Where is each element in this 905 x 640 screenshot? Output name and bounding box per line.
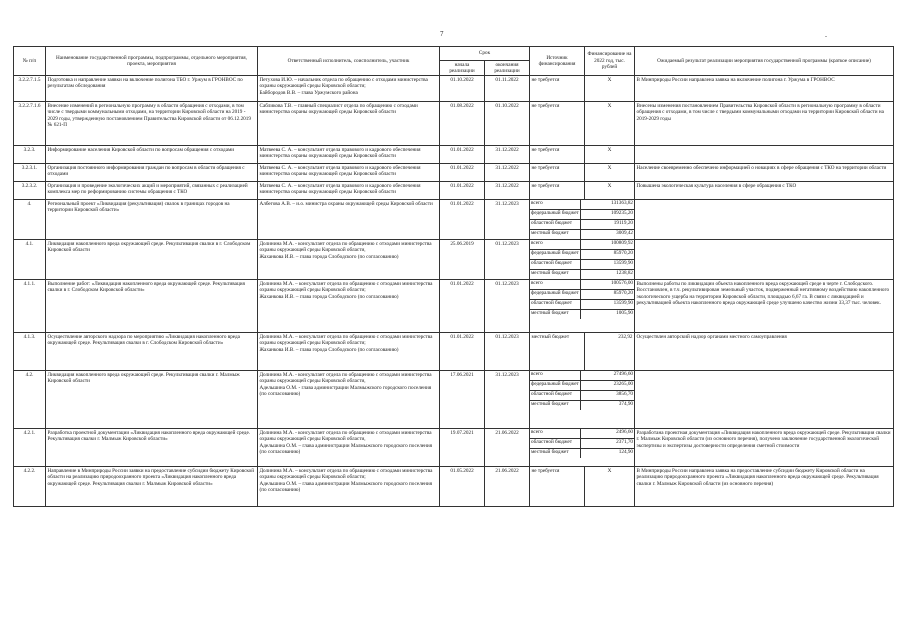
col-header-name: Наименование государственной программы, подпрограммы, отдельного мероприятия, проекта, мероприятия [46,47,258,76]
financing-line [530,371,634,381]
financing-amount: 3009,42 [616,230,634,237]
row-number: 4.1.1. [14,280,46,333]
responsible-person: Адельшина О.М. – глава администрации Малмыжского городского поселения (по согласованию) [259,480,433,494]
financing-amount: 124,90 [618,449,634,456]
financing-source: всего [530,200,580,210]
row-end-date: 21.06.2022 [485,467,530,507]
financing-line [530,220,634,230]
financing-amount: 13599,90 [580,260,634,270]
financing-breakdown [530,240,634,279]
row-name: Организация постоянного информирования граждан по вопросам в области обращения с отходами [46,164,258,182]
row-start-date: 01.01.2022 [440,280,485,333]
row-responsible [258,429,440,467]
row-finance: Х [585,467,635,507]
row-end-date: 31.12.2023 [485,200,530,240]
row-responsible [258,182,440,200]
financing-source: местный бюджет [530,310,580,320]
row-end-date: 21.06.2022 [485,429,530,467]
row-finance: Х [585,182,635,200]
row-financing [530,240,635,280]
row-finance: Х [585,76,635,102]
row-result: Выполнены работы по ликвидации объекта накопленного вреда окружающей среде в черте г. Слободского. Восстановлен, в т.ч. рекультивирован земельный участок, подверженный негативному воздействию накопленного экологического ущерба на территории Кировской области, площадью 6,67 га. В связи с ликвидацией и рекультивацией объекта накопленного вреда окружающей среде улучшено качество жизни 33,37 тыс. человек. [635,280,894,333]
row-responsible [258,280,440,333]
row-finance: Х [585,146,635,164]
row-name: Подготовка и направление заявки на включение полигона ТБО г. Уржум в ГРОНВОС по результатам обследования [46,76,258,102]
row-source: не требуется [530,146,585,164]
financing-line [530,280,634,290]
financing-line [530,260,634,270]
financing-amount: 23265,00 [580,381,634,391]
row-number: 4.1. [14,240,46,280]
row-name: Региональный проект «Ликвидация (рекультивация) свалок в границах городов на территории Кировской области» [46,200,258,240]
responsible-person: Адельшина О.М. – глава администрации Малмыжского городского поселения (по согласованию) [259,442,433,456]
row-name: Ликвидация накопленного вреда окружающей среде. Рекультивация свалки в г. Слободском Кировской области [46,240,258,280]
row-end-date: 01.10.2022 [485,102,530,146]
financing-source: местный бюджет [530,449,580,459]
financing-line [530,300,634,310]
row-number: 4.1.3. [14,333,46,371]
financing-amount: 100809,92 [580,240,634,250]
row-result [635,200,894,240]
row-source: не требуется [530,467,585,507]
table-row [14,371,894,429]
row-result [635,146,894,164]
row-responsible [258,467,440,507]
responsible-person: Сабликова Т.В. – главный специалист отдела по обращению с отходами министерства охраны окружающей среды Кировской области [259,102,418,116]
row-start-date: 01.08.2022 [440,102,485,146]
responsible-person: Албегова А.В. – и.о. министра охраны окружающей среды Кировской области [259,200,433,207]
responsible-person: Долинина М.А. - консультант отдела по обращению с отходами министерства охраны окружающей среды Кировской области, [259,240,432,254]
table-row [14,200,894,240]
financing-amount: 1005,90 [616,310,634,317]
responsible-person: Петухова И.Ю. – начальник отдела по обращению с отходами министерства охраны окружающей среды Кировской области; [259,76,428,90]
row-start-date: 01.01.2022 [440,182,485,200]
row-responsible [258,371,440,429]
row-responsible [258,146,440,164]
financing-amount: 100576,00 [580,280,634,290]
row-end-date: 31.12.2022 [485,146,530,164]
col-header-start: начала реализации [440,61,485,76]
financing-source: федеральный бюджет [530,290,580,300]
financing-line [530,290,634,300]
responsible-person: Байбородов В.В. – глава Уржумского района [259,89,358,96]
responsible-person: Жаханкова И.В. – глава города Слободского (по согласованию) [259,346,399,353]
financing-amount: 85970,20 [580,290,634,300]
row-result: Внесены изменения постановлением Правительства Кировской области в региональную программу в области обращения с отходами, в том числе с твердыми коммунальными отходами на территории Кировской области на 2019-2029 годы [635,102,894,146]
table-row [14,164,894,182]
row-name: Организация и проведение экологических акций и мероприятий, связанных с реализацией комплекса мер по реформированию системы обращения с ТКО [46,182,258,200]
table-row [14,102,894,146]
financing-line [530,381,634,391]
row-start-date: 01.01.2022 [440,333,485,371]
row-name: Ликвидация накопленного вреда окружающей среде. Рекультивация свалки г. Малмыж Кировской области [46,371,258,429]
financing-breakdown [530,280,634,319]
financing-source: областной бюджет [530,300,580,310]
row-end-date: 01.12.2023 [485,280,530,333]
row-number: 3.2.3.2. [14,182,46,200]
financing-amount: 85970,20 [580,250,634,260]
financing-line [530,250,634,260]
table-row [14,467,894,507]
financing-breakdown [530,200,634,239]
row-end-date: 01.12.2023 [485,333,530,371]
row-financing [530,371,635,429]
row-end-date: 31.12.2022 [485,182,530,200]
responsible-person: Долинина М.А. – консультант отдела по обращению с отходами министерства охраны окружающей среды Кировской области; [259,467,433,481]
row-source: не требуется [530,102,585,146]
table-row [14,182,894,200]
financing-line [530,200,634,210]
row-end-date: 01.12.2023 [485,240,530,280]
row-start-date: 17.06.2021 [440,371,485,429]
row-number: 4.2. [14,371,46,429]
financing-amount: 374,90 [618,401,634,408]
row-number: 3.2.3. [14,146,46,164]
row-result: В Минприроды России направлена заявка на предоставление субсидии бюджету Кировской области на реализацию природоохранного проекта «Ликвидация накопленного вреда окружающей среде. Рекультивация свалки г. Малмыж Кировской области (из основного перечня) [635,467,894,507]
financing-amount: 131363,82 [580,200,634,210]
row-number: 3.2.3.1. [14,164,46,182]
row-start-date: 01.01.2022 [440,146,485,164]
row-finance: Х [585,102,635,146]
financing-source: местный бюджет [530,270,580,280]
financing-line [530,401,634,411]
row-responsible [258,76,440,102]
financing-amount: 27496,60 [580,371,634,381]
col-header-finance: Финансирование на 2022 год, тыс. рублей [585,47,635,76]
financing-breakdown [530,371,634,410]
row-end-date: 31.12.2022 [485,164,530,182]
row-source: не требуется [530,182,585,200]
row-financing [530,200,635,240]
row-result: Осуществлен авторский надзор органами местного самоуправления [635,333,894,371]
row-result: Разработана проектная документация «Ликвидация накопленного вреда окружающей среде. Рекультивация свалки г. Малмыж Кировской области (из основного перечня), получено заключение государственной экологической экспертизы и экспертизы достоверности определения сметной стоимости [635,429,894,467]
financing-source: федеральный бюджет [530,381,580,391]
financing-line [530,210,634,220]
table-row [14,333,894,371]
responsible-person: Долинина М.А. – консультант отдела по обращению с отходами министерства охраны окружающей среды Кировской области; [259,280,433,294]
row-name: Осуществление авторского надзора по мероприятию «Ликвидация накопленного вреда окружающей среде. Рекультивация свалки в г. Слободском Кировской области» [46,333,258,371]
responsible-person: Матвеева С. А. – консультант отдела правового и кадрового обеспечения министерства охраны окружающей среды Кировской области [259,164,421,178]
responsible-person: Долинина М.А. - консультант отдела по обращению с отходами министерства охраны окружающей среды Кировской области, [259,429,432,443]
row-financing [530,280,635,333]
row-name: Информирование населения Кировской области по вопросам обращения с отходами [46,146,258,164]
financing-line [530,429,634,439]
financing-line [530,310,634,320]
row-finance: Х [585,164,635,182]
page-number: 7 [440,30,444,38]
financing-line [530,230,634,240]
financing-source: областной бюджет [530,439,580,449]
row-start-date: 25.06.2019 [440,240,485,280]
program-table [13,46,894,507]
row-responsible [258,102,440,146]
table-row [14,76,894,102]
row-responsible [258,164,440,182]
financing-source: всего [530,429,580,439]
responsible-person: Долинина М.А. - консультант отдела по обращению с отходами министерства охраны окружающей среды Кировской области, [259,371,432,385]
responsible-person: Жаханкова И.В. – глава города Слободского (по согласованию) [259,293,399,300]
row-result [635,240,894,280]
row-source: местный бюджет [530,333,585,371]
row-start-date: 19.07.2021 [440,429,485,467]
row-number: 4. [14,200,46,240]
row-result: В Минприроды России направлена заявка на включение полигона г. Уржума в ГРОНВОС [635,76,894,102]
financing-source: местный бюджет [530,230,580,240]
financing-amount: 2496,60 [580,429,634,439]
table-row [14,280,894,333]
financing-source: областной бюджет [530,260,580,270]
financing-source: местный бюджет [530,401,580,411]
row-start-date: 01.10.2022 [440,76,485,102]
table-row [14,429,894,467]
row-name: Направление в Минприроды России заявки на предоставление субсидии бюджету Кировской области на реализацию природоохранного проекта «Ликвидация накопленного вреда окружающей среде. Рекультивация свалки г. Малмыж Кировской области» [46,467,258,507]
financing-amount: 19119,20 [580,220,634,230]
row-responsible [258,240,440,280]
table-row [14,240,894,280]
row-responsible [258,333,440,371]
row-number: 3.2.2.7.1.5 [14,76,46,102]
responsible-person: Жаханкова И.В. – глава города Слободского (по согласованию) [259,253,399,260]
row-start-date: 01.01.2022 [440,164,485,182]
financing-source: всего [530,371,580,381]
financing-source: всего [530,240,580,250]
financing-breakdown [530,429,634,458]
financing-source: федеральный бюджет [530,250,580,260]
financing-source: областной бюджет [530,220,580,230]
col-header-num: № п/п [14,47,46,76]
row-financing [530,429,635,467]
financing-amount: 109235,20 [580,210,634,220]
row-end-date: 01.11.2022 [485,76,530,102]
row-source: не требуется [530,164,585,182]
responsible-person: Долинина М.А. – консультант отдела по обращению с отходами министерства охраны окружающей среды Кировской области; [259,333,433,347]
corner-mark: - [825,34,827,40]
financing-source: областной бюджет [530,391,580,401]
row-number: 4.2.2. [14,467,46,507]
responsible-person: Матвеева С. А. – консультант отдела правового и кадрового обеспечения министерства охраны окружающей среды Кировской области [259,182,421,196]
row-name: Разработка проектной документации «Ликвидация накопленного вреда окружающей среде. Рекультивация свалки г. Малмыж Кировской области» [46,429,258,467]
financing-source: всего [530,280,580,290]
financing-amount: 2371,70 [580,439,634,449]
col-header-result: Ожидаемый результат реализации мероприятия государственной программы (краткое описание) [635,47,894,76]
row-end-date: 31.12.2023 [485,371,530,429]
row-name: Внесение изменений в региональную программу в области обращения с отходами, в том числе с твердыми коммунальными отходами, на территории Кировской области на 2019 - 2029 годы, утвержденную постановлением Правительства Кировской области от 06.12.2019 № 621-П [46,102,258,146]
row-name: Выполнение работ: «Ликвидация накопленного вреда окружающей среде. Рекультивация свалки в г. Слободском Кировской области» [46,280,258,333]
responsible-person: Адельшина О.М. - глава администрации Малмыжского городского поселения (по согласованию) [259,384,432,398]
col-header-source: Источник финансирования [530,47,585,76]
row-number: 4.2.1. [14,429,46,467]
table-row [14,146,894,164]
row-responsible [258,200,440,240]
col-header-responsible: Ответственный исполнитель, соисполнитель, участник [258,47,440,76]
row-start-date: 01.05.2022 [440,467,485,507]
col-header-term: Срок [440,47,530,61]
row-result: Повышена экологическая культура населения в сфере обращения с ТКО [635,182,894,200]
responsible-person: Матвеева С. А. – консультант отдела правового и кадрового обеспечения министерства охраны окружающей среды Кировской области [259,146,421,160]
financing-source: федеральный бюджет [530,210,580,220]
financing-line [530,449,634,459]
row-source: не требуется [530,76,585,102]
row-start-date: 01.01.2022 [440,200,485,240]
financing-line [530,391,634,401]
financing-amount: 1238,82 [616,270,634,277]
financing-amount: 3856,70 [580,391,634,401]
financing-line [530,439,634,449]
row-finance: 232,92 [585,333,635,371]
col-header-end: окончания реализации [485,61,530,76]
financing-amount: 13599,90 [580,300,634,310]
financing-line [530,270,634,280]
row-result: Население своевременно обеспечено информацией о новациях в сфере обращения с ТКО на территории области [635,164,894,182]
row-result [635,371,894,429]
row-number: 3.2.2.7.1.6 [14,102,46,146]
financing-line [530,240,634,250]
